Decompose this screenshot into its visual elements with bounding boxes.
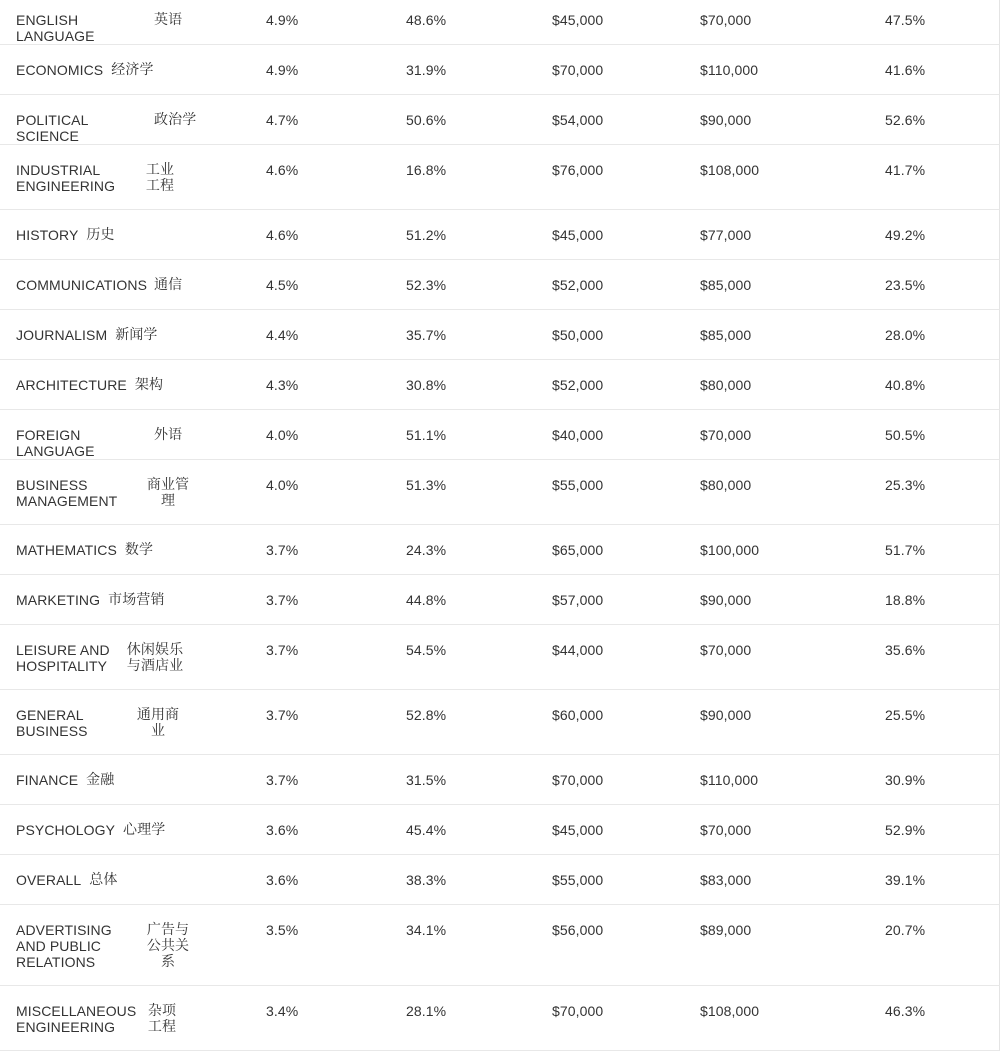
value-cell-2: 45.4% [406, 822, 447, 838]
major-cell [16, 477, 216, 509]
value-cell-2: 31.9% [406, 62, 447, 78]
value-cell-5: 49.2% [885, 227, 926, 243]
major-cell [16, 62, 216, 78]
value-cell-3: $70,000 [552, 772, 604, 788]
value-cell-5: 51.7% [885, 542, 926, 558]
major-cell [16, 542, 216, 558]
value-cell-4: $77,000 [700, 227, 752, 243]
major-name-zh: 政治学 [154, 112, 197, 128]
major-name-zh: 数学 [124, 542, 154, 558]
major-name-en: MATHEMATICS [16, 542, 117, 558]
value-cell-5: 20.7% [885, 922, 926, 938]
value-cell-5: 39.1% [885, 872, 926, 888]
value-cell-5: 52.6% [885, 112, 926, 128]
major-cell [16, 227, 216, 243]
value-cell-3: $44,000 [552, 642, 604, 658]
major-cell [16, 772, 216, 788]
value-cell-5: 41.7% [885, 162, 926, 178]
major-name-zh: 心理学 [123, 822, 166, 838]
value-cell-1: 3.7% [266, 542, 299, 558]
table-row [0, 805, 1000, 855]
table-row [0, 755, 1000, 805]
value-cell-3: $55,000 [552, 477, 604, 493]
major-name-en: LEISURE AND HOSPITALITY [16, 642, 110, 674]
value-cell-5: 47.5% [885, 12, 926, 28]
value-cell-3: $60,000 [552, 707, 604, 723]
value-cell-5: 18.8% [885, 592, 926, 608]
major-name-zh: 杂项工程 [147, 1003, 177, 1035]
value-cell-1: 4.6% [266, 227, 299, 243]
value-cell-3: $55,000 [552, 872, 604, 888]
value-cell-1: 3.7% [266, 772, 299, 788]
value-cell-1: 4.6% [266, 162, 299, 178]
major-name-zh: 通信 [154, 277, 183, 293]
major-cell [16, 112, 216, 144]
value-cell-1: 4.0% [266, 427, 299, 443]
major-name-zh: 总体 [89, 872, 118, 888]
value-cell-3: $45,000 [552, 12, 604, 28]
major-name-en: ECONOMICS [16, 62, 104, 78]
value-cell-5: 30.9% [885, 772, 926, 788]
major-name-en: MISCELLANEOUS ENGINEERING [16, 1003, 137, 1035]
value-cell-1: 3.6% [266, 872, 299, 888]
table-row [0, 855, 1000, 905]
value-cell-4: $108,000 [700, 162, 760, 178]
value-cell-3: $45,000 [552, 822, 604, 838]
major-cell [16, 642, 216, 674]
major-name-zh: 新闻学 [115, 327, 158, 343]
major-name-en: ENGLISH LANGUAGE [16, 12, 95, 44]
value-cell-2: 34.1% [406, 922, 447, 938]
major-name-zh: 金融 [86, 772, 115, 788]
major-cell [16, 822, 216, 838]
value-cell-3: $57,000 [552, 592, 604, 608]
value-cell-1: 3.4% [266, 1003, 299, 1019]
value-cell-3: $65,000 [552, 542, 604, 558]
major-cell [16, 922, 216, 970]
value-cell-1: 3.7% [266, 592, 299, 608]
major-name-zh: 休闲娱乐与酒店业 [126, 642, 184, 674]
major-cell [16, 427, 216, 459]
table-row [0, 410, 1000, 460]
value-cell-3: $50,000 [552, 327, 604, 343]
major-name-en: ARCHITECTURE [16, 377, 127, 393]
major-cell [16, 327, 216, 343]
value-cell-4: $70,000 [700, 427, 752, 443]
major-name-zh: 经济学 [111, 62, 154, 78]
value-cell-5: 40.8% [885, 377, 926, 393]
value-cell-4: $70,000 [700, 642, 752, 658]
value-cell-3: $76,000 [552, 162, 604, 178]
value-cell-4: $90,000 [700, 592, 752, 608]
value-cell-4: $83,000 [700, 872, 752, 888]
value-cell-4: $110,000 [700, 772, 759, 788]
value-cell-4: $70,000 [700, 822, 752, 838]
value-cell-4: $85,000 [700, 327, 752, 343]
value-cell-1: 4.3% [266, 377, 299, 393]
table-row [0, 360, 1000, 410]
major-name-zh: 商业管理 [146, 477, 190, 509]
table-row [0, 690, 1000, 755]
value-cell-4: $90,000 [700, 112, 752, 128]
major-name-en: BUSINESS MANAGEMENT [16, 477, 118, 509]
major-cell [16, 872, 216, 888]
value-cell-5: 25.3% [885, 477, 926, 493]
value-cell-2: 52.3% [406, 277, 447, 293]
major-name-zh: 市场营销 [108, 592, 165, 608]
major-name-zh: 通用商业 [136, 707, 180, 739]
value-cell-5: 46.3% [885, 1003, 926, 1019]
value-cell-4: $100,000 [700, 542, 760, 558]
value-cell-2: 35.7% [406, 327, 447, 343]
value-cell-2: 51.3% [406, 477, 447, 493]
value-cell-3: $45,000 [552, 227, 604, 243]
value-cell-1: 4.0% [266, 477, 299, 493]
value-cell-1: 4.9% [266, 62, 299, 78]
major-name-en: MARKETING [16, 592, 101, 608]
major-name-zh: 广告与公共关系 [146, 922, 190, 970]
value-cell-4: $80,000 [700, 477, 752, 493]
value-cell-5: 52.9% [885, 822, 926, 838]
major-name-en: JOURNALISM [16, 327, 108, 343]
major-name-en: OVERALL [16, 872, 82, 888]
value-cell-2: 50.6% [406, 112, 447, 128]
value-cell-3: $56,000 [552, 922, 604, 938]
value-cell-3: $70,000 [552, 1003, 604, 1019]
value-cell-3: $40,000 [552, 427, 604, 443]
value-cell-2: 31.5% [406, 772, 447, 788]
major-name-en: GENERAL BUSINESS [16, 707, 88, 739]
value-cell-4: $110,000 [700, 62, 759, 78]
table-row [0, 460, 1000, 525]
table-row [0, 260, 1000, 310]
value-cell-2: 38.3% [406, 872, 447, 888]
major-name-en: COMMUNICATIONS [16, 277, 148, 293]
table-row [0, 210, 1000, 260]
value-cell-1: 4.7% [266, 112, 299, 128]
value-cell-2: 28.1% [406, 1003, 447, 1019]
major-cell [16, 162, 216, 194]
value-cell-4: $90,000 [700, 707, 752, 723]
major-name-zh: 外语 [154, 427, 183, 443]
value-cell-1: 4.4% [266, 327, 299, 343]
table-row [0, 525, 1000, 575]
value-cell-4: $108,000 [700, 1003, 760, 1019]
table-row [0, 625, 1000, 690]
major-name-en: FINANCE [16, 772, 79, 788]
major-cell [16, 377, 216, 393]
major-name-zh: 架构 [134, 377, 164, 393]
value-cell-1: 3.5% [266, 922, 299, 938]
major-name-en: INDUSTRIAL ENGINEERING [16, 162, 116, 194]
table-row [0, 986, 1000, 1051]
value-cell-2: 44.8% [406, 592, 447, 608]
major-name-zh: 历史 [86, 227, 115, 243]
value-cell-1: 4.9% [266, 12, 299, 28]
value-cell-3: $52,000 [552, 277, 604, 293]
value-cell-4: $85,000 [700, 277, 752, 293]
value-cell-4: $89,000 [700, 922, 752, 938]
table-row [0, 145, 1000, 210]
value-cell-2: 51.2% [406, 227, 447, 243]
value-cell-5: 28.0% [885, 327, 926, 343]
major-name-zh: 工业工程 [145, 162, 175, 194]
value-cell-2: 16.8% [406, 162, 447, 178]
value-cell-2: 48.6% [406, 12, 447, 28]
table-row [0, 0, 1000, 45]
major-name-en: FOREIGN LANGUAGE [16, 427, 95, 459]
table-row [0, 905, 1000, 986]
value-cell-4: $80,000 [700, 377, 752, 393]
value-cell-2: 30.8% [406, 377, 447, 393]
value-cell-1: 3.6% [266, 822, 299, 838]
major-cell [16, 592, 216, 608]
value-cell-1: 4.5% [266, 277, 299, 293]
value-cell-3: $70,000 [552, 62, 604, 78]
major-name-en: POLITICAL SCIENCE [16, 112, 88, 144]
value-cell-5: 35.6% [885, 642, 926, 658]
value-cell-2: 51.1% [406, 427, 447, 443]
major-cell [16, 12, 216, 44]
value-cell-3: $52,000 [552, 377, 604, 393]
value-cell-3: $54,000 [552, 112, 604, 128]
value-cell-2: 24.3% [406, 542, 447, 558]
value-cell-5: 50.5% [885, 427, 926, 443]
major-cell [16, 1003, 216, 1035]
major-name-en: ADVERTISING AND PUBLIC RELATIONS [16, 922, 112, 970]
table-row [0, 95, 1000, 145]
value-cell-5: 41.6% [885, 62, 926, 78]
major-cell [16, 277, 216, 293]
value-cell-5: 25.5% [885, 707, 926, 723]
major-name-en: HISTORY [16, 227, 79, 243]
table-row [0, 310, 1000, 360]
value-cell-1: 3.7% [266, 642, 299, 658]
major-cell [16, 707, 216, 739]
value-cell-2: 52.8% [406, 707, 447, 723]
major-name-zh: 英语 [154, 12, 183, 28]
value-cell-5: 23.5% [885, 277, 926, 293]
table-row [0, 45, 1000, 95]
value-cell-1: 3.7% [266, 707, 299, 723]
major-name-en: PSYCHOLOGY [16, 822, 116, 838]
value-cell-2: 54.5% [406, 642, 447, 658]
value-cell-4: $70,000 [700, 12, 752, 28]
table-row [0, 575, 1000, 625]
